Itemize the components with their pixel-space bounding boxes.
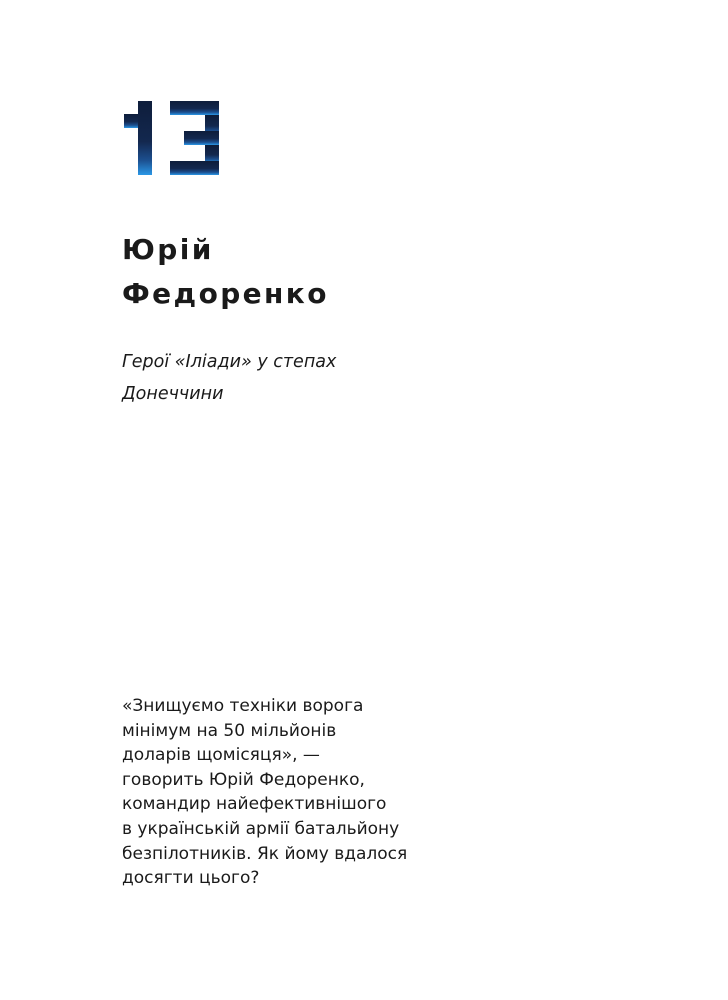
blurb-line: досягти цього? [122,868,260,889]
blurb-line: говорить Юрій Федоренко, [122,769,365,790]
blurb-line: мінімум на 50 мільйонів [122,720,337,741]
chapter-number-pixel-glyph [124,101,219,175]
blurb-line: доларів щомісяця», — [122,745,320,766]
blurb-line: «Знищуємо техніки ворога [122,696,364,716]
chapter-blurb [122,694,407,891]
blurb-line: в українській армії батальйону [122,818,400,839]
chapter-number [124,101,219,175]
author-name [122,228,329,316]
subtitle-line: Герої «Іліади» у степах [122,352,337,372]
blurb-line: командир найефективнішого [122,794,387,815]
chapter-subtitle [122,346,336,410]
author-first-name: Юрій [122,233,214,266]
author-last-name: Федоренко [122,277,329,310]
subtitle-line: Донеччини [122,384,224,404]
blurb-line: безпілотників. Як йому вдалося [122,843,408,864]
